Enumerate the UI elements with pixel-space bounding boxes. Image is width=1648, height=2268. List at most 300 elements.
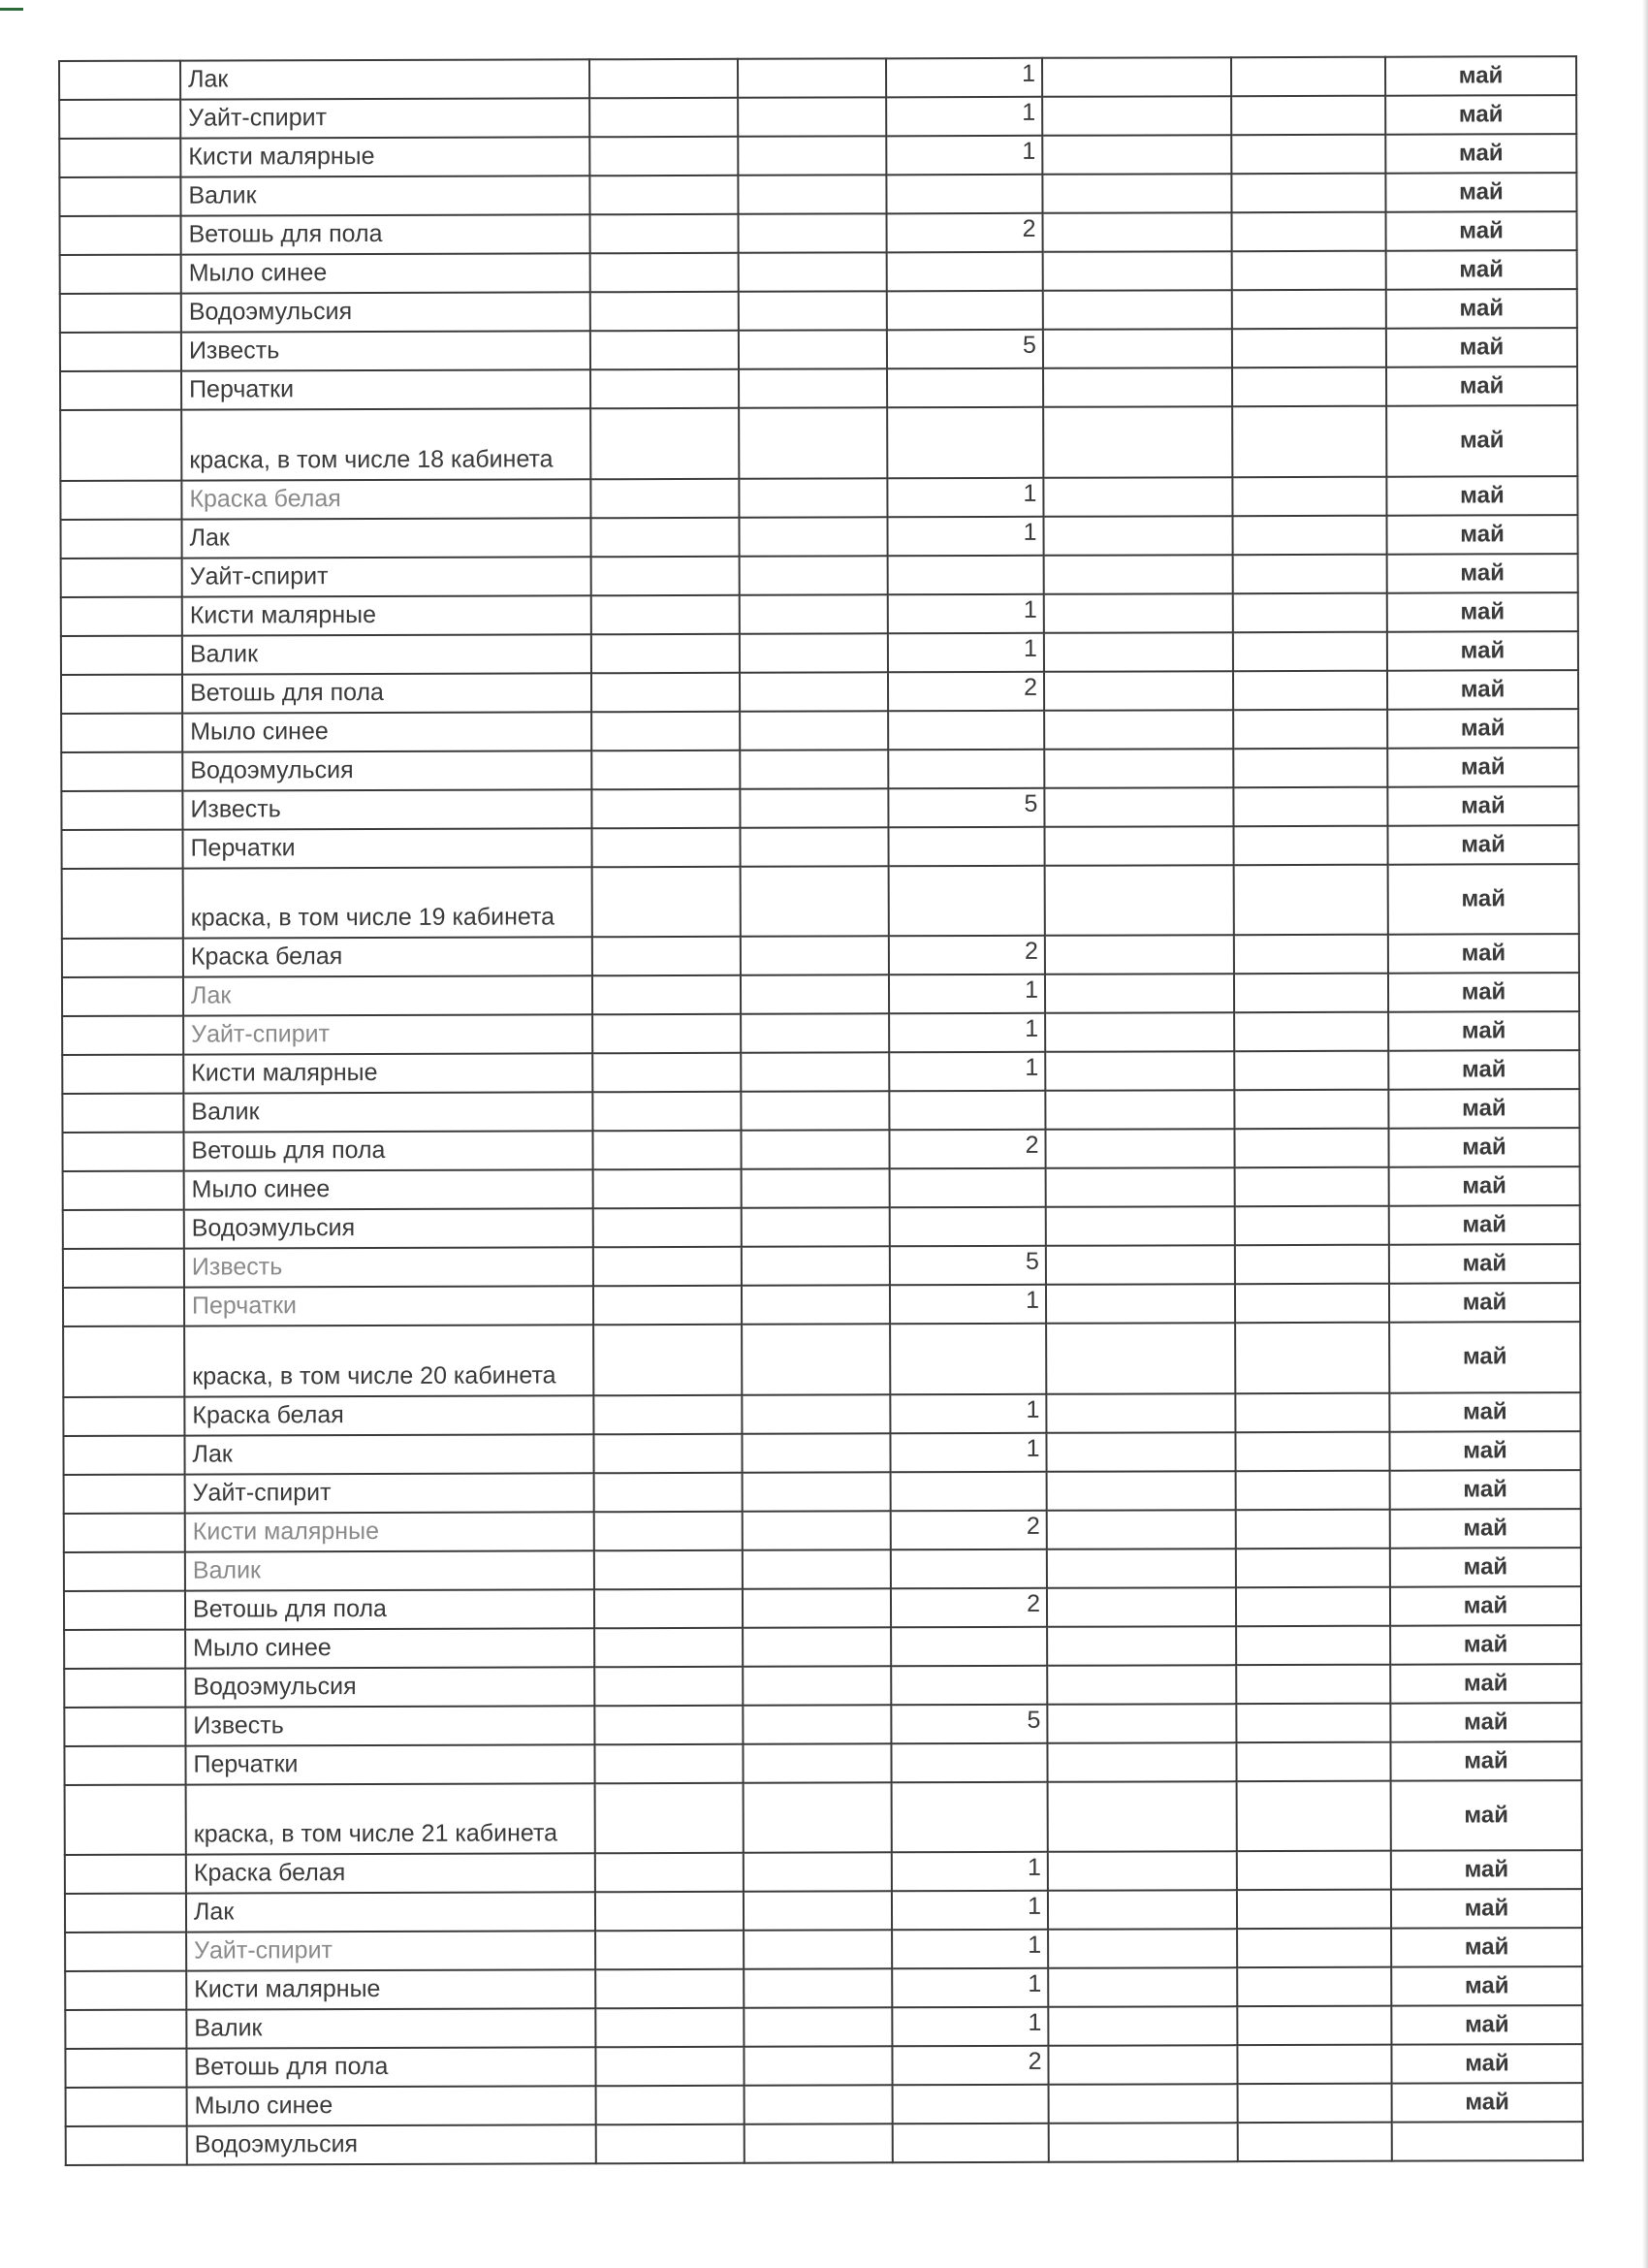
index-cell xyxy=(63,1249,184,1288)
empty-cell xyxy=(1047,1549,1236,1588)
empty-cell xyxy=(1235,1206,1389,1245)
index-cell xyxy=(65,1933,186,1971)
empty-cell xyxy=(591,711,740,750)
index-cell xyxy=(60,216,181,255)
item-name-cell: краска, в том числе 20 кабинета xyxy=(184,1325,593,1396)
empty-cell xyxy=(594,1667,743,1706)
index-cell xyxy=(62,1055,183,1094)
index-cell xyxy=(61,713,182,751)
empty-cell xyxy=(740,711,888,750)
index-cell xyxy=(64,1513,185,1551)
quantity-cell xyxy=(890,1324,1046,1394)
month-cell: май xyxy=(1385,95,1576,135)
empty-cell xyxy=(1043,212,1232,252)
quantity-cell xyxy=(886,175,1042,214)
empty-cell xyxy=(1236,1625,1390,1664)
empty-cell xyxy=(739,478,887,517)
month-cell: май xyxy=(1386,367,1577,406)
quantity-cell: 1 xyxy=(890,1285,1046,1325)
table-row xyxy=(65,1928,1582,1971)
empty-cell xyxy=(1231,57,1385,96)
index-cell xyxy=(65,1894,186,1933)
empty-cell xyxy=(742,1433,890,1472)
empty-cell xyxy=(1238,2123,1392,2161)
empty-cell xyxy=(1236,1703,1390,1741)
empty-cell xyxy=(739,252,887,291)
empty-cell xyxy=(742,1394,890,1433)
table-row xyxy=(60,405,1577,481)
empty-cell xyxy=(744,2047,892,2086)
item-name-cell: краска, в том числе 19 кабинета xyxy=(183,867,592,939)
empty-cell xyxy=(592,866,741,937)
table-row xyxy=(66,2122,1583,2165)
empty-cell xyxy=(1046,1393,1235,1433)
empty-cell xyxy=(1049,2124,1238,2163)
empty-cell xyxy=(1044,593,1233,633)
index-cell xyxy=(59,100,180,139)
item-name-cell: Перчатки xyxy=(185,1744,594,1784)
empty-cell xyxy=(1233,786,1387,825)
empty-cell xyxy=(590,369,739,408)
index-cell xyxy=(61,751,182,790)
empty-cell xyxy=(593,1434,742,1473)
item-name-cell: Кисти малярные xyxy=(185,1512,594,1551)
empty-cell xyxy=(591,788,740,827)
index-cell xyxy=(59,177,180,216)
index-cell xyxy=(60,410,181,481)
empty-cell xyxy=(593,1325,742,1395)
empty-cell xyxy=(1047,1471,1236,1511)
empty-cell xyxy=(1231,212,1385,251)
item-name-cell: Мыло синее xyxy=(184,1169,593,1209)
item-name-cell: Уайт-спирит xyxy=(186,1932,595,1971)
item-name-cell: Ветошь для пола xyxy=(182,673,591,713)
index-cell xyxy=(62,868,183,939)
month-cell: май xyxy=(1387,748,1578,787)
empty-cell xyxy=(595,1853,744,1892)
quantity-cell: 2 xyxy=(887,213,1043,253)
quantity-cell: 1 xyxy=(892,2007,1048,2047)
empty-cell xyxy=(1235,1392,1389,1431)
quantity-cell: 1 xyxy=(887,477,1043,517)
table-row xyxy=(59,56,1576,100)
month-cell: май xyxy=(1388,973,1579,1012)
empty-cell xyxy=(1231,135,1385,174)
empty-cell xyxy=(743,1511,891,1549)
item-name-cell: краска, в том числе 18 кабинета xyxy=(181,408,590,480)
scan-mark xyxy=(0,8,23,11)
item-name-cell: Краска белая xyxy=(186,1854,595,1894)
empty-cell xyxy=(1042,174,1231,213)
quantity-cell xyxy=(891,1743,1047,1783)
item-name-cell: Уайт-спирит xyxy=(185,1473,594,1513)
empty-cell xyxy=(1233,592,1387,631)
index-cell xyxy=(63,1171,184,1210)
empty-cell xyxy=(1048,2007,1237,2047)
materials-table xyxy=(58,55,1584,2166)
empty-cell xyxy=(740,594,888,633)
month-cell: май xyxy=(1386,476,1577,516)
month-cell: май xyxy=(1391,1850,1582,1890)
empty-cell xyxy=(1045,974,1234,1013)
table-body xyxy=(59,56,1583,2165)
item-name-cell: Валик xyxy=(182,634,591,674)
empty-cell xyxy=(742,1285,890,1324)
empty-cell xyxy=(739,330,887,368)
item-name-cell: Известь xyxy=(182,789,591,829)
quantity-cell xyxy=(893,2124,1049,2163)
empty-cell xyxy=(1237,1851,1391,1890)
item-name-cell: Уайт-спирит xyxy=(180,98,589,138)
empty-cell xyxy=(1043,367,1232,407)
table-row xyxy=(62,934,1579,977)
empty-cell xyxy=(743,1705,891,1743)
month-cell: май xyxy=(1386,250,1577,290)
empty-cell xyxy=(595,1931,744,1969)
empty-cell xyxy=(1049,2085,1238,2124)
empty-cell xyxy=(589,137,738,176)
table-row xyxy=(62,1050,1579,1094)
item-name-cell: Кисти малярные xyxy=(186,1970,595,2010)
empty-cell xyxy=(1047,1704,1236,1743)
month-cell: май xyxy=(1387,825,1578,865)
empty-cell xyxy=(743,1743,891,1782)
empty-cell xyxy=(593,1286,742,1325)
item-name-cell: Краска белая xyxy=(181,479,590,519)
empty-cell xyxy=(593,1247,742,1286)
empty-cell xyxy=(1048,1968,1237,2008)
table-row xyxy=(59,95,1576,139)
quantity-cell: 1 xyxy=(889,1013,1045,1053)
empty-cell xyxy=(591,633,740,672)
empty-cell xyxy=(745,2086,893,2124)
empty-cell xyxy=(741,1013,889,1052)
month-cell: май xyxy=(1386,289,1577,329)
empty-cell xyxy=(596,2124,745,2163)
empty-cell xyxy=(1045,1129,1234,1168)
empty-cell xyxy=(1046,1245,1235,1285)
empty-cell xyxy=(595,2047,744,2086)
quantity-cell: 2 xyxy=(891,1588,1047,1628)
empty-cell xyxy=(1048,1930,1237,1969)
index-cell xyxy=(61,558,182,596)
table-row xyxy=(59,134,1576,177)
month-cell: май xyxy=(1389,1322,1580,1392)
table-row xyxy=(60,289,1577,333)
empty-cell xyxy=(1237,1967,1391,2006)
month-cell: май xyxy=(1388,1128,1579,1167)
month-cell: май xyxy=(1390,1509,1581,1549)
empty-cell xyxy=(589,59,738,98)
quantity-cell: 1 xyxy=(887,516,1043,556)
empty-cell xyxy=(1044,671,1233,711)
empty-cell xyxy=(744,1931,892,1969)
item-name-cell: Лак xyxy=(181,518,590,558)
empty-cell xyxy=(738,58,886,97)
empty-cell xyxy=(744,1853,892,1892)
index-cell xyxy=(65,2010,186,2049)
quantity-cell: 1 xyxy=(890,1433,1046,1473)
empty-cell xyxy=(739,368,887,407)
index-cell xyxy=(63,1288,184,1326)
index-cell xyxy=(65,1784,186,1855)
index-cell xyxy=(66,2088,187,2126)
item-name-cell: краска, в том числе 21 кабинета xyxy=(186,1783,595,1855)
month-cell: май xyxy=(1385,56,1576,96)
month-cell: май xyxy=(1390,1586,1581,1626)
index-cell xyxy=(59,61,180,100)
table-row xyxy=(61,631,1578,675)
quantity-cell xyxy=(887,407,1043,478)
table-row xyxy=(65,1780,1582,1856)
empty-cell xyxy=(590,478,739,517)
empty-cell xyxy=(1042,135,1231,175)
empty-cell xyxy=(591,750,740,788)
empty-cell xyxy=(1232,290,1386,329)
table-row xyxy=(64,1741,1581,1785)
month-cell: май xyxy=(1388,934,1579,974)
empty-cell xyxy=(740,788,888,827)
table-row xyxy=(61,554,1578,597)
table-row xyxy=(59,173,1576,216)
empty-cell xyxy=(1231,174,1385,212)
item-name-cell: Водоэмульсия xyxy=(182,751,591,790)
empty-cell xyxy=(741,1091,889,1130)
empty-cell xyxy=(744,1969,892,2008)
empty-cell xyxy=(740,556,888,594)
table-row xyxy=(64,1470,1581,1514)
quantity-cell: 2 xyxy=(889,1130,1045,1169)
item-name-cell: Известь xyxy=(181,331,590,370)
month-cell: май xyxy=(1391,2044,1582,2084)
table-row xyxy=(62,1011,1579,1055)
empty-cell xyxy=(594,1589,743,1628)
empty-cell xyxy=(595,2008,744,2047)
quantity-cell: 1 xyxy=(892,1852,1048,1892)
item-name-cell: Ветошь для пола xyxy=(183,1131,592,1170)
index-cell xyxy=(60,371,181,410)
quantity-cell xyxy=(887,368,1043,408)
month-cell: май xyxy=(1392,2083,1583,2123)
empty-cell xyxy=(1046,1323,1235,1393)
empty-cell xyxy=(591,556,740,594)
index-cell xyxy=(62,1133,183,1171)
empty-cell xyxy=(591,672,740,711)
item-name-cell: Известь xyxy=(184,1247,593,1287)
quantity-cell xyxy=(888,555,1044,594)
table-row xyxy=(64,1586,1581,1630)
table-row xyxy=(63,1205,1580,1249)
quantity-cell xyxy=(888,710,1044,750)
table-row xyxy=(66,2083,1583,2126)
empty-cell xyxy=(1232,329,1386,367)
table-row xyxy=(60,250,1577,294)
table-row xyxy=(64,1509,1581,1552)
quantity-cell xyxy=(888,749,1044,788)
empty-cell xyxy=(1232,406,1386,477)
empty-cell xyxy=(738,175,886,213)
empty-cell xyxy=(1046,1284,1235,1324)
month-cell: май xyxy=(1388,1011,1579,1051)
empty-cell xyxy=(592,937,741,975)
empty-cell xyxy=(743,1549,891,1588)
index-cell xyxy=(64,1551,185,1590)
table-row xyxy=(62,973,1579,1016)
table-row xyxy=(63,1244,1580,1288)
item-name-cell: Валик xyxy=(185,1550,594,1590)
empty-cell xyxy=(1045,935,1234,974)
empty-cell xyxy=(596,2086,745,2124)
item-name-cell: Уайт-спирит xyxy=(183,1014,592,1054)
month-cell: май xyxy=(1391,1780,1582,1851)
empty-cell xyxy=(743,1666,891,1705)
quantity-cell xyxy=(891,1472,1047,1512)
empty-cell xyxy=(1044,555,1233,594)
quantity-cell: 2 xyxy=(888,671,1044,711)
empty-cell xyxy=(1235,1431,1389,1470)
empty-cell xyxy=(741,866,889,937)
empty-cell xyxy=(1234,1012,1388,1051)
item-name-cell: Известь xyxy=(185,1706,594,1745)
empty-cell xyxy=(594,1550,743,1589)
index-cell xyxy=(62,1094,183,1133)
empty-cell xyxy=(1233,631,1387,670)
empty-cell xyxy=(592,1131,741,1169)
item-name-cell: Водоэмульсия xyxy=(187,2125,596,2165)
empty-cell xyxy=(595,1969,744,2008)
empty-cell xyxy=(594,1744,743,1783)
item-name-cell: Водоэмульсия xyxy=(185,1667,594,1707)
table-row xyxy=(62,1128,1579,1171)
empty-cell xyxy=(1238,2084,1392,2123)
month-cell: май xyxy=(1389,1205,1580,1245)
empty-cell xyxy=(738,136,886,175)
empty-cell xyxy=(1232,367,1386,406)
table-row xyxy=(60,328,1577,371)
quantity-cell xyxy=(890,1168,1046,1208)
quantity-cell: 1 xyxy=(886,136,1042,176)
empty-cell xyxy=(741,1130,889,1168)
index-cell xyxy=(60,333,181,371)
empty-cell xyxy=(740,750,888,788)
empty-cell xyxy=(1237,2045,1391,2084)
month-cell: май xyxy=(1388,1050,1579,1090)
item-name-cell: Перчатки xyxy=(181,369,590,409)
empty-cell xyxy=(592,975,741,1014)
index-cell xyxy=(62,1016,183,1055)
item-name-cell: Водоэмульсия xyxy=(184,1208,593,1248)
empty-cell xyxy=(594,1706,743,1744)
empty-cell xyxy=(742,1246,890,1285)
empty-cell xyxy=(743,1588,891,1627)
table-row xyxy=(61,825,1578,869)
month-cell: май xyxy=(1390,1741,1581,1781)
item-name-cell: Водоэмульсия xyxy=(181,292,590,332)
index-cell xyxy=(62,977,183,1016)
empty-cell xyxy=(739,291,887,330)
item-name-cell: Валик xyxy=(183,1092,592,1132)
index-cell xyxy=(61,674,182,713)
empty-cell xyxy=(1234,864,1388,935)
index-cell xyxy=(63,1396,184,1435)
empty-cell xyxy=(1233,554,1387,592)
empty-cell xyxy=(1044,710,1233,750)
month-cell: май xyxy=(1385,134,1576,174)
quantity-cell: 5 xyxy=(887,330,1043,369)
quantity-cell: 1 xyxy=(892,1891,1048,1931)
empty-cell xyxy=(1047,1665,1236,1705)
item-name-cell: Кисти малярные xyxy=(182,595,591,635)
index-cell xyxy=(64,1707,185,1745)
index-cell xyxy=(62,939,183,977)
empty-cell xyxy=(742,1324,890,1394)
month-cell: май xyxy=(1386,515,1577,555)
index-cell xyxy=(64,1629,185,1668)
table-row xyxy=(61,709,1578,752)
empty-cell xyxy=(1042,57,1231,97)
empty-cell xyxy=(1048,1891,1237,1931)
empty-cell xyxy=(1233,825,1387,864)
empty-cell xyxy=(1047,1587,1236,1627)
empty-cell xyxy=(589,98,738,137)
item-name-cell: Валик xyxy=(186,2009,595,2049)
quantity-cell xyxy=(887,252,1043,292)
quantity-cell: 5 xyxy=(888,787,1044,827)
empty-cell xyxy=(1044,632,1233,672)
empty-cell xyxy=(744,1782,892,1853)
table-row xyxy=(63,1283,1580,1326)
index-cell xyxy=(60,294,181,333)
empty-cell xyxy=(1235,1167,1389,1206)
table-row xyxy=(65,1889,1582,1933)
empty-cell xyxy=(1237,1890,1391,1929)
table-row xyxy=(64,1703,1581,1746)
empty-cell xyxy=(739,517,887,556)
table-row xyxy=(60,211,1577,255)
empty-cell xyxy=(742,1207,890,1246)
empty-cell xyxy=(592,1092,741,1131)
index-cell xyxy=(60,255,181,294)
empty-cell xyxy=(740,827,888,866)
empty-cell xyxy=(592,1053,741,1092)
index-cell xyxy=(61,635,182,674)
empty-cell xyxy=(1232,251,1386,290)
table-row xyxy=(61,748,1578,791)
quantity-cell: 1 xyxy=(886,97,1042,137)
empty-cell xyxy=(1044,787,1233,827)
quantity-cell: 1 xyxy=(889,974,1045,1014)
item-name-cell: Валик xyxy=(180,176,589,215)
scan-edge xyxy=(1642,0,1648,2268)
month-cell: май xyxy=(1390,1548,1581,1587)
empty-cell xyxy=(1236,1586,1390,1625)
empty-cell xyxy=(1234,974,1388,1012)
table-row xyxy=(63,1392,1580,1436)
index-cell xyxy=(61,829,182,868)
empty-cell xyxy=(1236,1509,1390,1548)
inventory-sheet xyxy=(58,55,1582,2166)
month-cell: май xyxy=(1388,864,1579,935)
table-row xyxy=(65,2044,1582,2088)
empty-cell xyxy=(591,594,740,633)
empty-cell xyxy=(1237,1780,1391,1851)
empty-cell xyxy=(590,517,739,556)
item-name-cell: Мыло синее xyxy=(181,253,590,293)
table-row xyxy=(65,2005,1582,2049)
index-cell xyxy=(66,2126,187,2165)
item-name-cell: Краска белая xyxy=(184,1395,593,1435)
quantity-cell: 1 xyxy=(888,593,1044,633)
